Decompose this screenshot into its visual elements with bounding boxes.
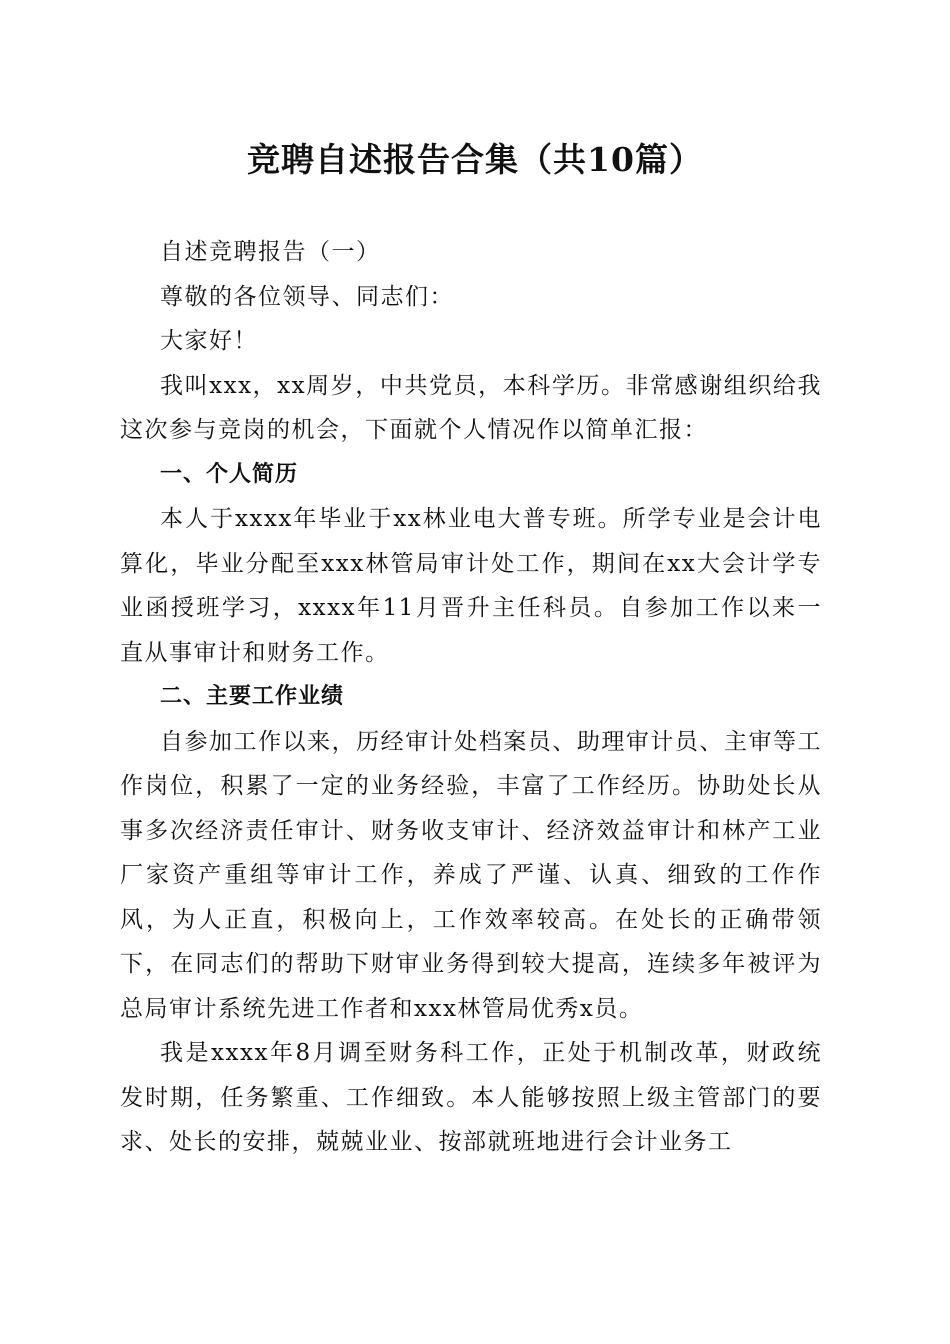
document-body — [120, 230, 822, 1165]
report-subtitle: 自述竞聘报告（一） — [160, 239, 381, 265]
section-heading-resume: 一、个人简历 — [160, 461, 299, 487]
achievements-paragraph-2: 我是xxxx年8月调至财务科工作，正处于机制改革，财政统发时期，任务繁重、工作细致。本人能够按照上级主管部门的要求、处长的安排，兢兢业业、按部就班地进行会计业务工 — [120, 1040, 822, 1155]
intro-paragraph: 我叫xxx，xx周岁，中共党员，本科学历。非常感谢组织给我这次参与竞岗的机会，下面就个人情况作以简单汇报： — [120, 372, 822, 443]
document-title: 竞聘自述报告合集（共10篇） — [247, 140, 703, 179]
section-heading-achievements: 二、主要工作业绩 — [160, 684, 345, 709]
resume-paragraph: 本人于xxxx年毕业于xx林业电大普专班。所学专业是会计电算化，毕业分配至xxx林管局审计处工作，期间在xx大会计学专业函授班学习，xxxx年11月晋升主任科员。自参加工作以来一直从事审计和财务工作。 — [120, 506, 822, 666]
greeting: 大家好！ — [160, 328, 258, 354]
salutation: 尊敬的各位领导、同志们： — [160, 283, 454, 310]
achievements-paragraph-1: 自参加工作以来，历经审计处档案员、助理审计员、主审等工作岗位，积累了一定的业务经验，丰富了工作经历。协助处长从事多次经济责任审计、财务收支审计、经济效益审计和林产工业厂家资产重组等审计工作，养成了严谨、认真、细致的工作作风，为人正直，积极向上，工作效率较高。在处长的正确带领下，在同志们的帮助下财审业务得到较大提高，连续多年被评为总局审计系统先进工作者和xxx林管局优秀x员。 — [120, 728, 822, 1022]
